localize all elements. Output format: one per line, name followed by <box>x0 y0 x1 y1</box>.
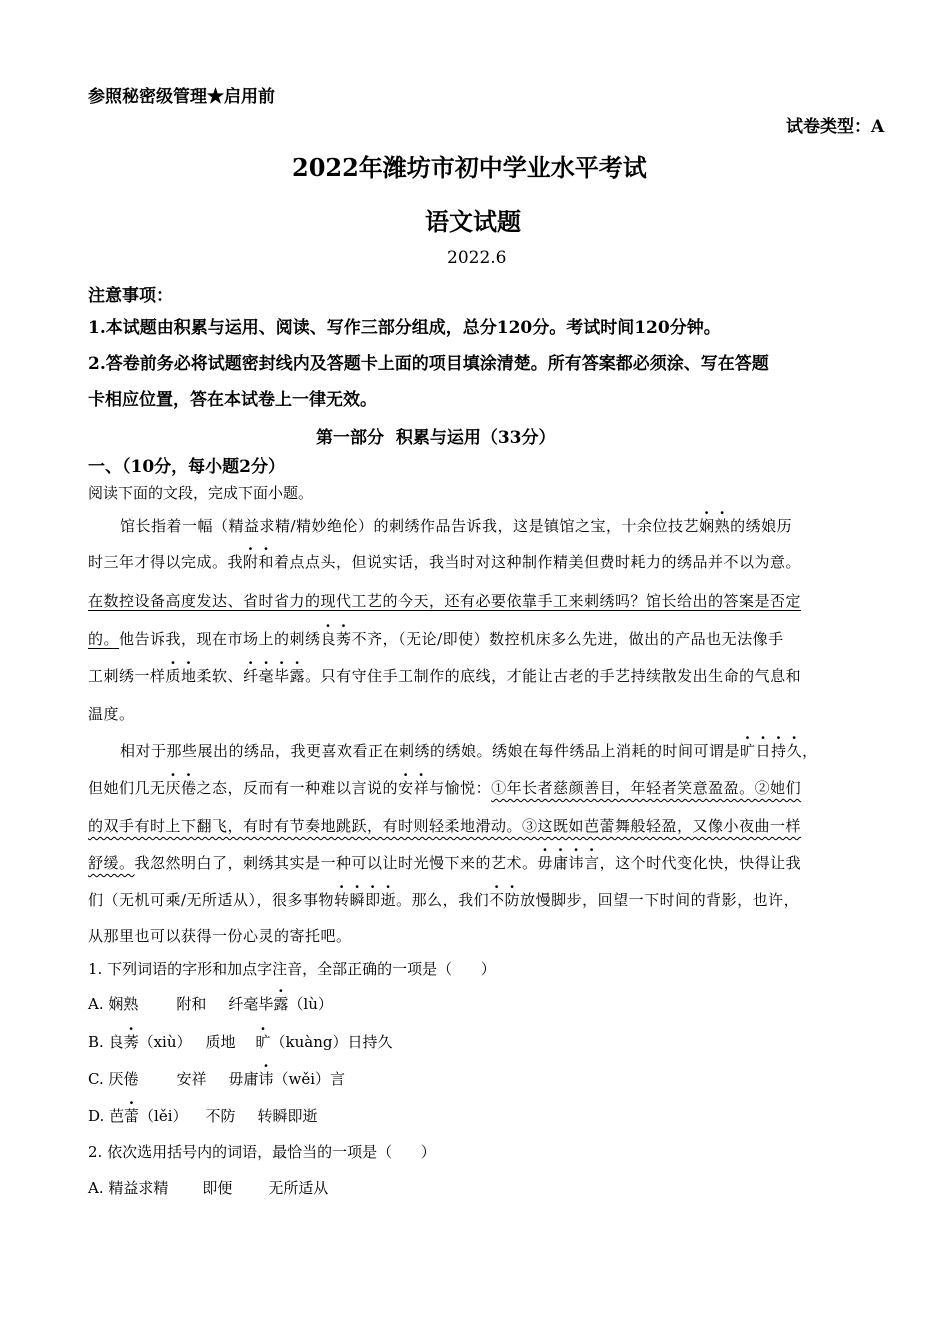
passage-text: 相对于那些展出的绣品，我更喜欢看正在刺绣的绣娘。绣娘在每件绣品上消耗的时间可谓是 <box>120 742 741 760</box>
subject-title: 语文试题 <box>425 207 521 236</box>
dotted-char: 地 <box>181 667 197 685</box>
dotted-char: 旷 <box>255 1033 271 1051</box>
dotted-char: 持 <box>771 742 787 760</box>
option-text: （wěi）言 <box>273 1070 346 1088</box>
dotted-char: 讳 <box>568 854 585 872</box>
dotted-char: 良 <box>320 630 337 648</box>
passage-line <box>120 740 818 761</box>
passage-line <box>88 551 801 572</box>
paper-type-label: 试卷类型：A <box>786 117 885 137</box>
passage-text: 我忽然明白了，刺绣其实是一种可以让时光慢下来的艺术。 <box>134 854 538 872</box>
passage-text: 。只有守住手工制作的底线，才能让古老的手艺持续散发出生命的气息和 <box>305 667 802 685</box>
passage-text: 之态，反而有一种难以言说的 <box>196 779 399 797</box>
dotted-char: 和 <box>258 553 275 571</box>
notice-item-1: 1.本试题由积累与运用、阅读、写作三部分组成，总分120分。考试时间120分钟。 <box>88 318 721 338</box>
section1-heading: 一、（10分，每小题2分） <box>88 457 285 477</box>
dotted-char: 转 <box>334 891 350 909</box>
passage-text: ， <box>802 742 818 760</box>
dotted-char: 倦 <box>181 779 197 797</box>
dotted-char: 附 <box>243 553 259 571</box>
passage-text: 们（无机可乘/无所适从），很多事物 <box>88 891 335 909</box>
option-text: 附和 <box>176 995 207 1013</box>
secret-level-label: 参照秘密级管理★启用前 <box>88 87 275 107</box>
reading-instruction: 阅读下面的文段，完成下面小题。 <box>88 484 314 502</box>
dotted-char: 质 <box>165 667 182 685</box>
passage-line: 温度。 <box>88 705 135 723</box>
underlined-sentence: 在数控设备高度发达、省时省力的现代工艺的今天，还有必要依靠手工来刺绣吗？馆长给出的答案是否定 <box>88 592 802 610</box>
q2-option-a <box>88 1177 328 1198</box>
dotted-char: 厌 <box>165 779 182 797</box>
passage-line <box>88 628 784 649</box>
passage-line <box>88 777 801 798</box>
dotted-char: 熟 <box>714 517 731 535</box>
notice-item-2-line-2: 卡相应位置，答在本试卷上一律无效。 <box>88 390 377 410</box>
wavy-underlined-sentence: 舒缓。 <box>88 854 135 872</box>
option-text: （kuàng）日持久 <box>270 1033 393 1051</box>
dotted-char: 逝 <box>380 891 397 909</box>
passage-text: 时三年才得以完成。我 <box>88 553 244 571</box>
dotted-char: 莠 <box>123 1033 139 1051</box>
option-text: 质地 <box>205 1033 236 1051</box>
passage-line <box>88 852 801 873</box>
option-text: （lěi） <box>139 1107 188 1125</box>
option-text: 转瞬即逝 <box>257 1107 318 1125</box>
dotted-char: 旷 <box>740 742 756 760</box>
q1-option-a <box>88 993 333 1014</box>
dotted-char: 防 <box>504 891 521 909</box>
dotted-char: 日 <box>755 742 772 760</box>
passage-text: 的绣娘历 <box>730 517 793 535</box>
passage-text: 工刺绣一样 <box>88 667 166 685</box>
dotted-char: 毫 <box>258 667 275 685</box>
dotted-char: 安 <box>398 779 414 797</box>
dotted-char: 庸 <box>553 854 569 872</box>
passage-line: 从那里也可以获得一份心灵的寄托吧。 <box>88 927 352 945</box>
option-text: 不防 <box>205 1107 236 1125</box>
part1-heading: 第一部分 积累与运用（33分） <box>316 428 556 448</box>
passage-text: 不齐，（无论/即使）数控机床多么先进，做出的产品也无法像手 <box>351 630 784 648</box>
dotted-char: 莠 <box>336 630 352 648</box>
exam-date: 2022.6 <box>447 248 507 268</box>
option-text: （xiù） <box>138 1033 192 1051</box>
passage-text: 柔软、 <box>196 667 244 685</box>
wavy-underlined-sentence: 的双手有时上下翻飞，有时有节奏地跳跃，有时则轻柔地滑动。③这既如芭蕾舞般轻盈，又像小夜曲一样 <box>88 817 802 835</box>
dotted-char: 露 <box>273 995 289 1013</box>
passage-text: 他告诉我，现在市场上的刺绣 <box>119 630 321 648</box>
passage-text: 放慢脚步，回望一下时间的背影，也许， <box>520 891 800 909</box>
passage-line <box>88 889 799 910</box>
option-text: D. 芭 <box>88 1107 125 1125</box>
exam-title: 2022年潍坊市初中学业水平考试 <box>292 153 647 182</box>
passage-text: 。那么，我们 <box>396 891 490 909</box>
wavy-underlined-sentence: ①年长者慈颜善目，年轻者笑意盈盈。②她们 <box>491 779 802 797</box>
option-text: 即便 <box>202 1179 233 1197</box>
q1-option-c <box>88 1068 345 1089</box>
dotted-char: 言 <box>584 854 600 872</box>
dotted-char: 毋 <box>537 854 554 872</box>
q1-option-d <box>88 1105 318 1126</box>
option-text: 纤毫毕 <box>228 995 274 1013</box>
option-text: A. 娴熟 <box>88 995 139 1013</box>
dotted-char: 瞬 <box>349 891 366 909</box>
dotted-char: 讳 <box>258 1070 274 1088</box>
question-1: 1. 下列词语的字形和加点字注音，全部正确的一项是（ ） <box>88 960 496 978</box>
option-text: C. 厌倦 <box>88 1070 139 1088</box>
option-text: 无所适从 <box>268 1179 329 1197</box>
dotted-char: 即 <box>365 891 381 909</box>
passage-text: 但她们几无 <box>88 779 166 797</box>
passage-line <box>88 665 801 686</box>
q1-option-b <box>88 1031 393 1052</box>
notice-item-2-line-1: 2.答卷前务必将试题密封线内及答题卡上面的项目填涂清楚。所有答案都必须涂、写在答题 <box>88 354 769 374</box>
dotted-char: 久 <box>786 742 803 760</box>
option-text: B. 良 <box>88 1033 124 1051</box>
dotted-char: 蕾 <box>124 1107 140 1125</box>
passage-text: 着点点头，但说实话，我当时对这种制作精美但费时耗力的绣品并不以为意。 <box>274 553 802 571</box>
dotted-char: 纤 <box>243 667 259 685</box>
option-text: A. 精益求精 <box>88 1179 169 1197</box>
passage-line <box>120 515 792 536</box>
question-2: 2. 依次选用括号内的词语，最恰当的一项是（ ） <box>88 1143 436 1161</box>
passage-text: ，这个时代变化快，快得让我 <box>599 854 802 872</box>
passage-text: 馆长指着一幅（精益求精/精妙绝伦）的刺绣作品告诉我，这是镇馆之宝，十余位技艺 <box>120 517 700 535</box>
underlined-sentence-end: 的。 <box>88 630 120 648</box>
option-text: （lù） <box>288 995 333 1013</box>
option-text: 安祥 <box>176 1070 207 1088</box>
option-text: 毋庸 <box>228 1070 259 1088</box>
dotted-char: 毕 <box>274 667 290 685</box>
passage-text: 与愉悦： <box>429 779 492 797</box>
notice-heading: 注意事项： <box>88 286 173 306</box>
dotted-char: 不 <box>489 891 505 909</box>
dotted-char: 露 <box>289 667 306 685</box>
dotted-char: 娴 <box>699 517 715 535</box>
dotted-char: 祥 <box>413 779 430 797</box>
